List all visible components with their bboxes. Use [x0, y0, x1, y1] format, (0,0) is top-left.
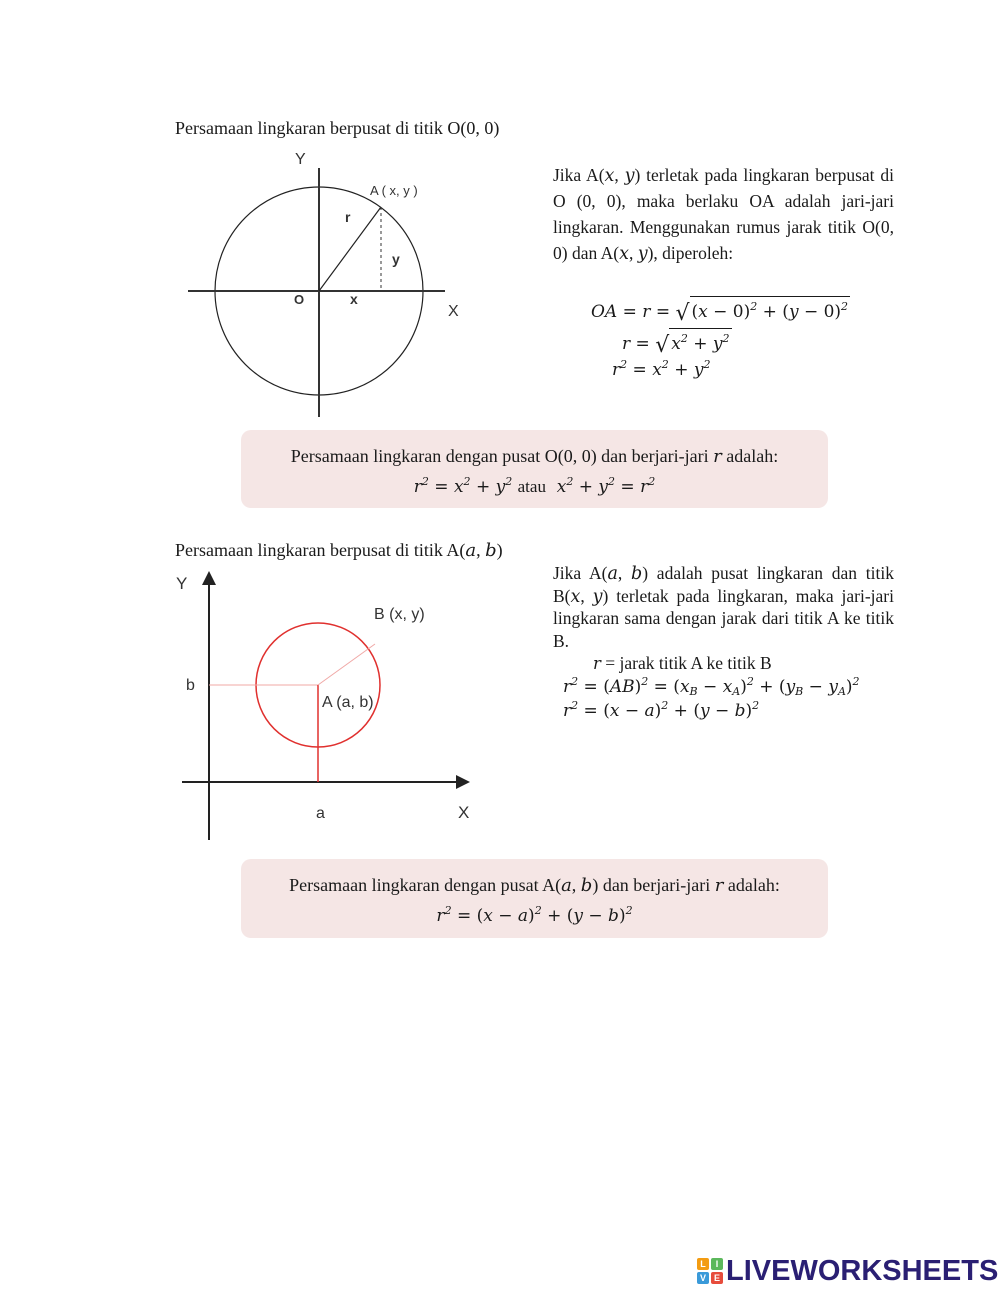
section1-formula-box: [241, 430, 828, 508]
x-axis-label: X: [458, 803, 470, 822]
section1-eq1: OA = r = √ $(x - 0)^2 + (y - 0)^2$: [591, 296, 850, 326]
section2-eq2: $r^2 = (x - a)^2 + (y - b)^2$: [563, 699, 760, 721]
logo-tile-v: V: [697, 1272, 709, 1284]
section2-paragraph: Jika A(𝑎, 𝑏) adalah pusat lingkaran dan titik B(𝑥, 𝑦) terletak pada lingkaran, maka jari-jari lingkaran sama dengan jarak dari titik A ke titik B.: [553, 563, 894, 651]
y-axis-arrow: [202, 571, 216, 585]
logo-tile-e: E: [711, 1272, 723, 1284]
y-axis-label: Y: [295, 151, 306, 168]
origin-label: O: [294, 292, 305, 307]
liveworksheets-logo[interactable]: [697, 1256, 998, 1286]
diagram-circle-center-a: [170, 565, 480, 845]
y-segment-label: y: [392, 251, 400, 267]
section2-r-definition: r = jarak titik A ke titik B: [593, 653, 772, 673]
point-a-label: A ( x, y ): [370, 183, 418, 198]
point-b-label: B (x, y): [374, 606, 425, 623]
b-label: b: [186, 677, 195, 694]
section2-formula-box: [241, 859, 828, 938]
section1-eq3: $r^2 = x^2 + y^2$: [612, 358, 711, 380]
r-label: r: [345, 209, 351, 225]
section2-heading: Persamaan lingkaran berpusat di titik A(𝑎, 𝑏): [175, 540, 503, 560]
center-a-label: A (a, b): [322, 694, 374, 711]
logo-text: LIVEWORKSHEETS: [726, 1254, 999, 1287]
section2-eq1: $r^2 = (AB)^2 = (x_B - x_A)^2 + (y_B - y_A)^2$: [563, 675, 860, 698]
y-axis-label: Y: [176, 574, 188, 593]
x-axis-label: X: [448, 303, 459, 320]
diagram-circle-origin: [180, 140, 480, 420]
section1-box-line2: $r^2 = x^2 + y^2$ atau $x^2 + y^2 = r^2$: [413, 475, 656, 497]
section1-eq2: r = √ $x^2 + y^2$: [622, 328, 732, 358]
r-def-text: = jarak titik A ke titik B: [605, 653, 772, 673]
logo-tile-l: L: [697, 1258, 709, 1270]
logo-tiles-icon: [697, 1258, 723, 1284]
section2-box-line1: Persamaan lingkaran dengan pusat A(𝑎, 𝑏) dan berjari-jari 𝑟 adalah:: [289, 875, 780, 895]
section1-box-line1: Persamaan lingkaran dengan pusat O(0, 0) dan berjari-jari 𝑟 adalah:: [290, 446, 779, 466]
x-segment-label: x: [350, 291, 358, 307]
section2-box-line2: $r^2 = (x - a)^2 + (y - b)^2$: [436, 904, 633, 926]
radius-line: [318, 644, 375, 685]
x-axis-arrow: [456, 775, 470, 789]
logo-tile-i: I: [711, 1258, 723, 1270]
a-label: a: [316, 805, 325, 822]
section1-paragraph: Jika A(𝑥, 𝑦) terletak pada lingkaran berpusat di O (0, 0), maka berlaku OA adalah jari-jari lingkaran. Menggunakan rumus jarak titik O(0, 0) dan A(𝑥, 𝑦), diperoleh:: [553, 165, 894, 263]
section1-heading: Persamaan lingkaran berpusat di titik O(0, 0): [175, 118, 500, 138]
